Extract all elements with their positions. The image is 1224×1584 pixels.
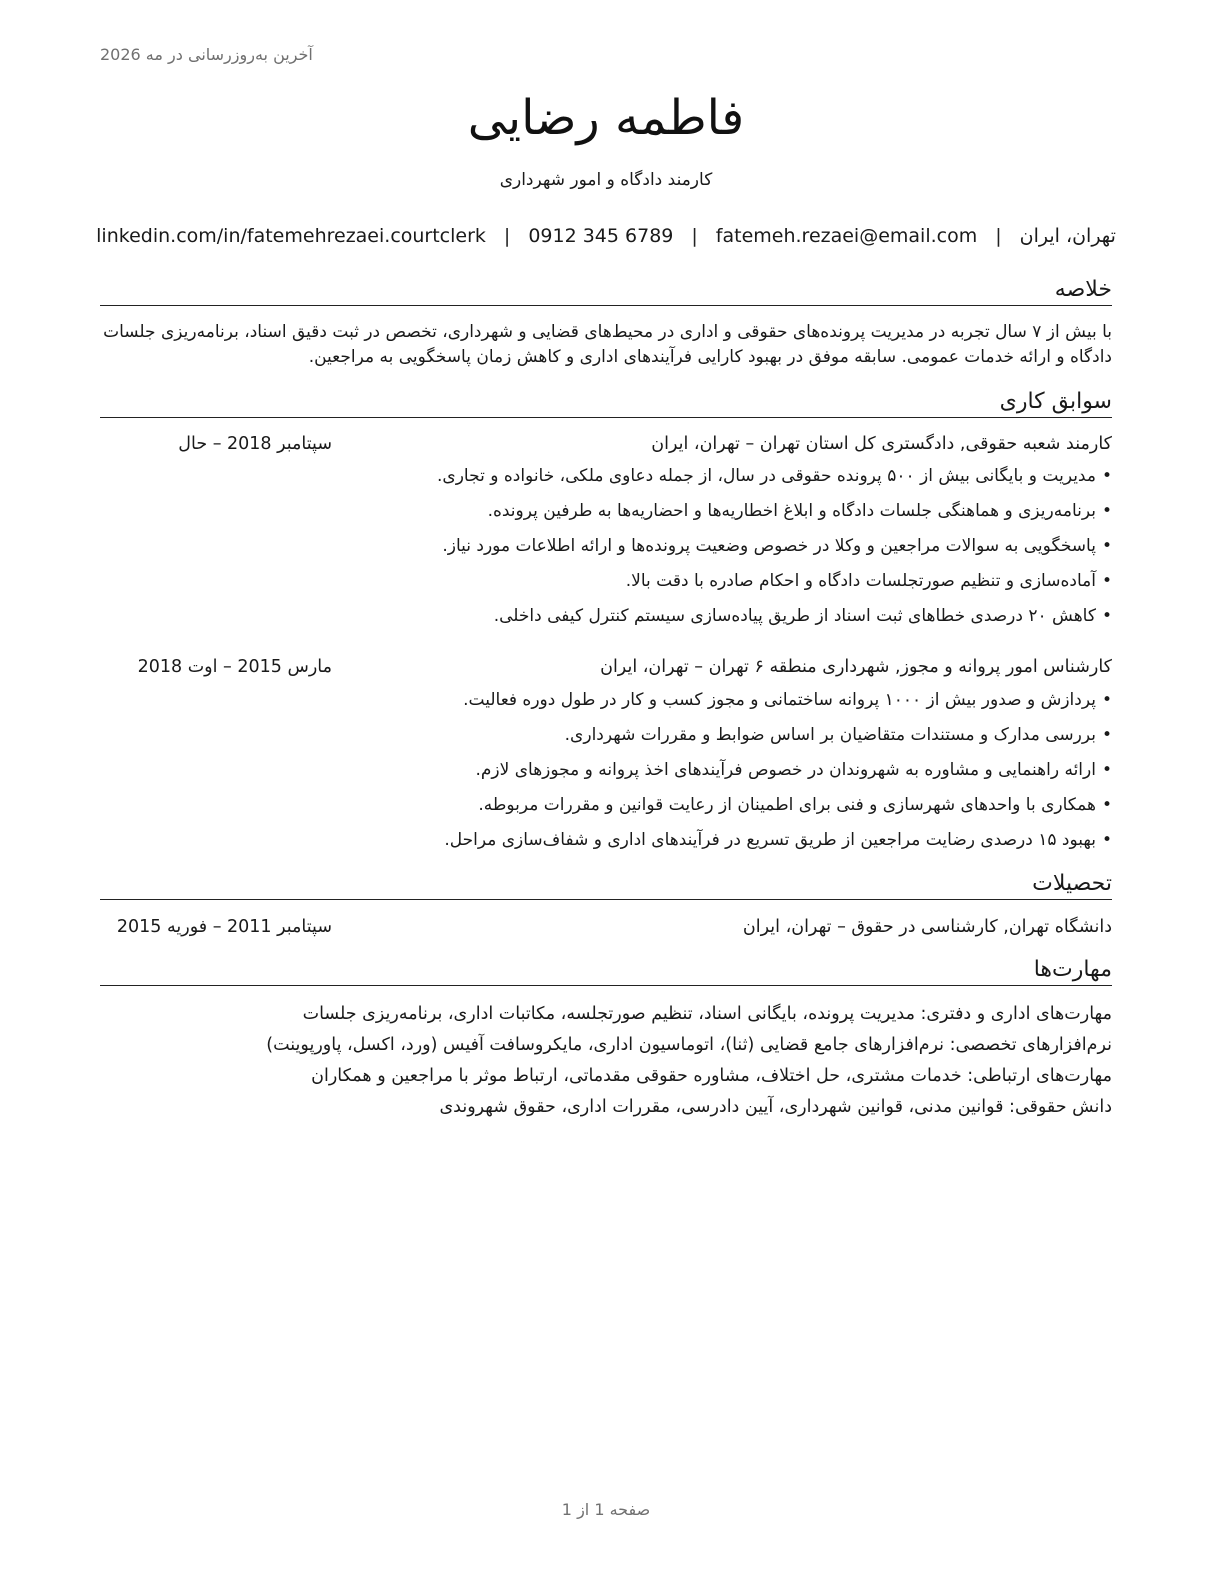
list-item: • ارائه راهنمایی و مشاوره به شهروندان در خصوص فرآیندهای اخذ پروانه و مجوزهای لازم.	[100, 757, 1112, 792]
list-item: • همکاری با واحدهای شهرسازی و فنی برای اطمینان از رعایت قوانین و مقررات مربوطه.	[100, 792, 1112, 827]
section-heading-education: تحصیلات	[100, 870, 1112, 900]
education-entry	[100, 914, 1112, 940]
job-bullets	[100, 463, 1112, 638]
skill-line: مهارت‌های اداری و دفتری: مدیریت پرونده، بایگانی اسناد، تنظیم صورتجلسه، مکاتبات اداری، برنامه‌ریزی جلسات	[302, 1004, 1112, 1024]
skill-line: مهارت‌های ارتباطی: خدمات مشتری، حل اختلاف، مشاوره حقوقی مقدماتی، ارتباط موثر با مراجعین و همکاران	[311, 1066, 1112, 1086]
contact-phone: 0912 345 6789	[528, 225, 674, 247]
job-dates: سپتامبر 2018 – حال	[178, 434, 332, 454]
list-item: • کاهش ۲۰ درصدی خطاهای ثبت اسناد از طریق پیاده‌سازی سیستم کنترل کیفی داخلی.	[100, 603, 1112, 638]
list-item: • بهبود ۱۵ درصدی رضایت مراجعین از طریق تسریع در فرآیندهای اداری و شفاف‌سازی مراحل.	[100, 827, 1112, 862]
page-number: صفحه 1 از 1	[561, 1500, 651, 1519]
job-header	[100, 654, 1112, 680]
skills-list	[100, 1001, 1112, 1125]
job-role: کارمند دادگاه و امور شهرداری	[499, 170, 713, 190]
list-item: • مدیریت و بایگانی بیش از ۵۰۰ پرونده حقوقی در سال، از جمله دعاوی ملکی، خانواده و تجاری.	[100, 463, 1112, 498]
section-heading-skills: مهارت‌ها	[100, 956, 1112, 986]
list-item: • آماده‌سازی و تنظیم صورتجلسات دادگاه و احکام صادره با دقت بالا.	[100, 568, 1112, 603]
job-bullets	[100, 687, 1112, 862]
list-item: • پاسخگویی به سوالات مراجعین و وکلا در خصوص وضعیت پرونده‌ها و ارائه اطلاعات مورد نیاز.	[100, 533, 1112, 568]
job-dates: مارس 2015 – اوت 2018	[137, 657, 332, 677]
last-updated-note: آخرین به‌روزرسانی در مه 2026	[100, 45, 313, 64]
contact-separator: |	[503, 225, 511, 247]
contact-email[interactable]: fatemeh.rezaei@email.com	[715, 225, 978, 247]
section-heading-experience: سوابق کاری	[100, 388, 1112, 418]
education-dates: سپتامبر 2011 – فوریه 2015	[116, 917, 332, 937]
contact-linkedin[interactable]: linkedin.com/in/fatemehrezaei.courtclerk	[96, 225, 486, 247]
person-name: فاطمه رضایی	[467, 90, 745, 146]
contact-separator: |	[995, 225, 1002, 247]
section-heading-summary: خلاصه	[100, 276, 1112, 306]
contact-separator: |	[691, 225, 698, 247]
list-item: • پردازش و صدور بیش از ۱۰۰۰ پروانه ساختمانی و مجوز کسب و کار در طول دوره فعالیت.	[100, 687, 1112, 722]
contact-location: تهران، ایران	[1019, 225, 1116, 247]
resume-page	[96, 0, 1116, 1584]
skill-line: نرم‌افزارهای تخصصی: نرم‌افزارهای جامع قضایی (ثنا)، اتوماسیون اداری، مایکروسافت آفیس (ورد، اکسل، پاورپوینت)	[266, 1035, 1112, 1055]
contact-line	[96, 222, 1116, 250]
skill-line: دانش حقوقی: قوانین مدنی، قوانین شهرداری، آیین دادرسی، مقررات اداری، حقوق شهروندی	[439, 1097, 1112, 1117]
job-title: کارمند شعبه حقوقی, دادگستری کل استان تهران – تهران، ایران	[651, 434, 1112, 454]
summary-text: با بیش از ۷ سال تجربه در مدیریت پرونده‌های حقوقی و اداری در محیط‌های قضایی و شهرداری، تخصص در ثبت دقیق اسناد، برنامه‌ریزی جلسات دادگاه و ارائه خدمات عمومی. سابقه موفق در بهبود کارایی فرآیندهای اداری و کاهش زمان پاسخگویی به مراجعین.	[103, 322, 1112, 367]
list-item: • بررسی مدارک و مستندات متقاضیان بر اساس ضوابط و مقررات شهرداری.	[100, 722, 1112, 757]
job-title: کارشناس امور پروانه و مجوز, شهرداری منطقه ۶ تهران – تهران، ایران	[600, 657, 1112, 677]
job-header	[100, 431, 1112, 457]
education-title: دانشگاه تهران, کارشناسی در حقوق – تهران، ایران	[742, 917, 1112, 937]
list-item: • برنامه‌ریزی و هماهنگی جلسات دادگاه و ابلاغ اخطاریه‌ها و احضاریه‌ها به طرفین پرونده.	[100, 498, 1112, 533]
